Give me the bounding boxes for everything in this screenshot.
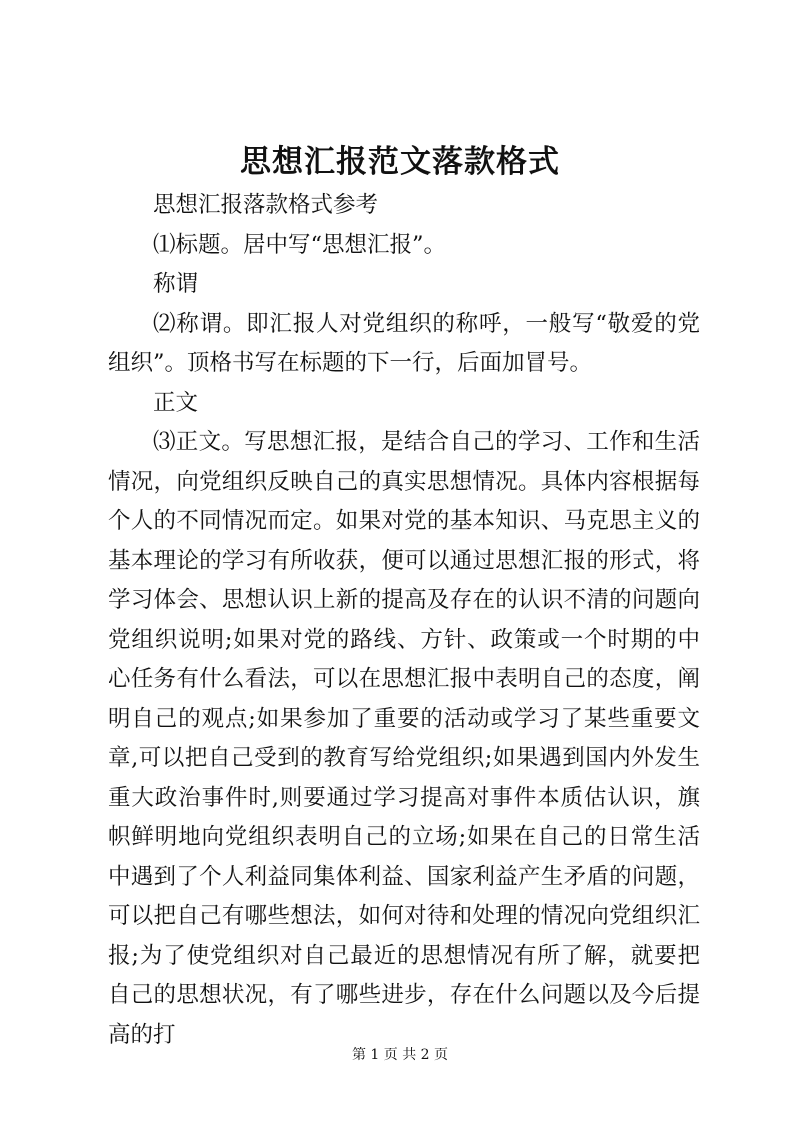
page-footer: 第 1 页 共 2 页 (351, 1047, 449, 1063)
paragraph-body-rule: ⑶正文。写思想汇报，是结合自己的学习、工作和生活情况，向党组织反映自己的真实思想情况。具体内容根据每个人的不同情况而定。如果对党的基本知识、马克思主义的基本理论的学习有所收获，便可以通过思想汇报的形式，将学习体会、思想认识上新的提高及存在的认识不清的问题向党组织说明;如果对党的路线、方针、政策或一个时期的中心任务有什么看法，可以在思想汇报中表明自己的态度，阐明自己的观点;如果参加了重要的活动或学习了某些重要文章,可以把自己受到的教育写给党组织;如果遇到国内外发生重大政治事件时,则要通过学习提高对事件本质估认识，旗帜鲜明地向党组织表明自己的立场;如果在自己的日常生活中遇到了个人利益同集体利益、国家利益产生矛盾的问题，可以把自己有哪些想法，如何对待和处理的情况向党组织汇报;为了使党组织对自己最近的思想情况有所了解，就要把自己的思想状况，有了哪些进步，存在什么问题以及今后提高的打 (108, 429, 700, 1048)
paragraph-title-rule: ⑴标题。居中写“思想汇报”。 (153, 231, 447, 258)
section-heading-body: 正文 (153, 389, 199, 416)
document-title: 思想汇报范文落款格式 (240, 144, 560, 180)
document-body (108, 186, 700, 1055)
section-heading-salutation: 称谓 (153, 271, 199, 297)
paragraph-salutation-rule: ⑵称谓。即汇报人对党组织的称呼，一般写“敬爱的党组织”。顶格书写在标题的下一行，后面加冒号。 (108, 310, 700, 376)
paragraph-intro: 思想汇报落款格式参考 (153, 192, 379, 218)
